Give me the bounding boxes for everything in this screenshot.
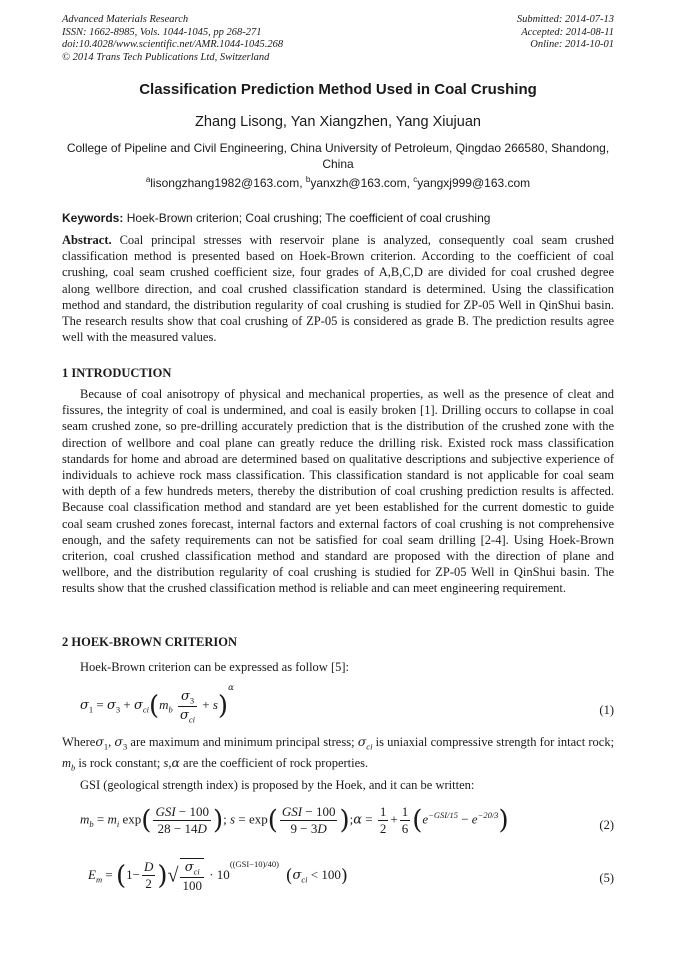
- email-sup-c: c: [413, 175, 418, 184]
- abstract-label: Abstract.: [62, 233, 112, 247]
- where-part-4: is rock constant;: [78, 755, 161, 770]
- where-part-5: are the coefficient of rock properties.: [183, 755, 369, 770]
- header-doi[interactable]: doi:10.4028/www.scientific.net/AMR.1044-1045.268: [62, 39, 284, 50]
- abstract: [62, 232, 614, 345]
- where-part-3: is uniaxial compressive strength for intact rock;: [375, 735, 615, 749]
- where-part-2: are maximum and minimum principal stress;: [130, 735, 355, 749]
- hb-heading: 2 HOEK-BROWN CRITERION: [62, 635, 238, 649]
- gsi-text: GSI (geological strength index) is proposed by the Hoek, and it can be written:: [80, 778, 475, 792]
- hb-intro: Hoek-Brown criterion can be expressed as follow [5]:: [80, 660, 350, 674]
- where-text: Whereσ$_1$, $\sigma_3$ are maximum and minimum principal stress; $\sigma_{ci}$ is uniaxial compressive strength for intact rock; $m_b$ is rock constant; s,α are the coefficient of rock properties.: [62, 734, 615, 773]
- header-accepted: Accepted: 2014-08-11: [521, 26, 614, 38]
- header-copyright: © 2014 Trans Tech Publications Ltd, Switzerland: [62, 51, 270, 63]
- header-right: [517, 14, 614, 52]
- email-sup-a: a: [145, 175, 151, 184]
- email-a[interactable]: lisongzhang1982@163.com,: [150, 176, 303, 190]
- header-issn: ISSN: 1662-8985, Vols. 1044-1045, pp 268-271: [62, 26, 262, 38]
- header-left: [62, 14, 283, 64]
- equation-2: $m_b = m_i$ exp( $\frac{\text{GSI − 100}}{28 - 14D}$ ); s = exp( $\frac{\text{GSI − 100}}{9 - 3D}$ );α = $\frac{1}{2}$ + $\frac{1}{6}$ $(e^{-GSI/15} - e^{-20/3})$: [80, 804, 509, 836]
- header-online: Online: 2014-10-01: [530, 39, 614, 50]
- keywords-label: Keywords:: [62, 211, 124, 225]
- paper-authors: Zhang Lisong, Yan Xiangzhen, Yang Xiujuan: [195, 114, 481, 130]
- equation-5-number: (5): [599, 871, 614, 885]
- paper-title: Classification Prediction Method Used in Coal Crushing: [139, 81, 537, 98]
- keywords: [62, 211, 614, 225]
- equation-5: $E_m = (1-$ $\frac{D}{2}$ )√ $\frac{\sigma_{ci}}{100}$ · $10^{((GSI-10)/40)}$ $(\sigma_{ci} < 100)$: [88, 859, 348, 893]
- paper-affiliation: College of Pipeline and Civil Engineering, China University of Petroleum, Qingdao 266580, Shandong, China: [66, 141, 610, 171]
- equation-1-number: (1): [599, 703, 614, 717]
- equation-1: $\sigma_1 = \sigma_3 + \sigma_{ci}(m_b$ $\frac{\sigma_3}{\sigma_{ci}}$ + s)$^\alpha$: [80, 682, 234, 725]
- header-journal: Advanced Materials Research: [62, 14, 189, 25]
- author-emails: [62, 175, 614, 190]
- keywords-text: Hoek-Brown criterion; Coal crushing; The coefficient of coal crushing: [126, 211, 491, 225]
- header-submitted: Submitted: 2014-07-13: [516, 14, 614, 25]
- intro-text: Because of coal anisotropy of physical and mechanical properties, as well as the presence of cleat and fissures, the integrity of coal is undermined, and coal is easily broken [1]. Drilling occurs to collapse in coal seam crushed zone, so pre-drilling accurately prediction that is the distribution of the crushed zone with the direction of wellbore and coal plane can greatly reduce the drilling risk. Existed rock mass classification standards for home and abroad are determined based on qualitative descriptions and subjective experience of individuals to achieve rock mass classification. This classification standard is not applicable for coal seam with depth of a few hundreds meters, thereby the distribution of coal crushing prediction results is affected. Because coal classification method and standard are yet been established for the current domestic to guide coal seam crushed zones forecast, internal factors and external factors of coal crushing is not comprehensive enough, and the safety requirements can not be satisfied for coal seam drilling [2-4]. Using Hoek-Brown criterion, coal crushed classification method and standard are proposed with the direction of plane and wellbore, and the distribution regularity of coal crushing is studied for ZP-05 Well in QinShui basin. The results show that the crushed classification method is reliable and can meet engineering requirement.: [62, 387, 614, 596]
- abstract-text: Coal principal stresses with reservoir plane is analyzed, consequently coal seam crushed classification method is presented based on Hoek-Brown criterion. According to the coefficient of coal crushing, coal seam crushed coefficient size, four grades of A,B,C,D are divided for coal crushed degree along wellbore direction, and coal crushed classification standard is determined. Using the classification method and standard, the distribution regularity of coal crushing is studied for ZP-05 Well in QinShui basin. The research results show that coal crushing of ZP-05 is considered as grade B. The prediction results agree well with the measured values.: [62, 233, 614, 345]
- email-c[interactable]: yangxj999@163.com: [417, 176, 531, 190]
- email-b[interactable]: yanxzh@163.com,: [310, 176, 410, 190]
- equation-2-number: (2): [599, 818, 614, 832]
- where-part-1: Where: [62, 735, 96, 749]
- intro-heading: 1 INTRODUCTION: [62, 366, 172, 380]
- email-sup-b: b: [305, 175, 311, 184]
